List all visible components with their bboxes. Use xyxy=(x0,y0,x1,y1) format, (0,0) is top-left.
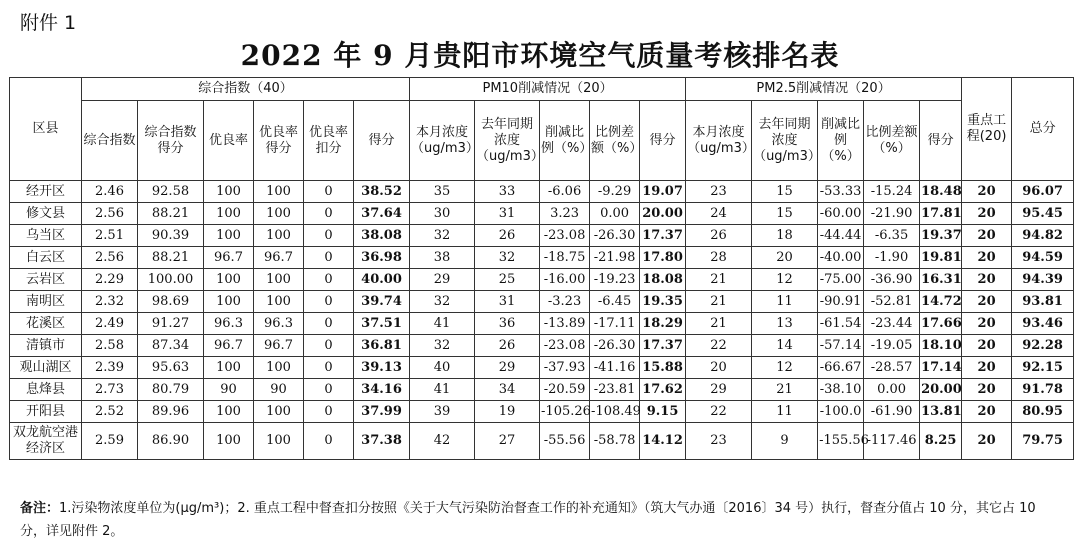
cell-pm10-month: 41 xyxy=(410,379,475,401)
cell-pm25-diff: -15.24 xyxy=(864,181,920,203)
cell-good-rate-deduct: 0 xyxy=(304,269,354,291)
cell-key-project: 20 xyxy=(962,181,1012,203)
cell-pm10-month: 32 xyxy=(410,291,475,313)
cell-key-project: 20 xyxy=(962,335,1012,357)
cell-good-rate: 100 xyxy=(204,203,254,225)
cell-composite-score: 34.16 xyxy=(354,379,410,401)
cell-pm10-diff: -23.81 xyxy=(590,379,640,401)
cell-district: 修文县 xyxy=(10,203,82,225)
cell-pm25-score: 8.25 xyxy=(920,423,962,460)
cell-pm25-diff: -52.81 xyxy=(864,291,920,313)
cell-pm25-diff: -21.90 xyxy=(864,203,920,225)
cell-pm25-score: 19.37 xyxy=(920,225,962,247)
cell-ci-score: 100.00 xyxy=(138,269,204,291)
table-row xyxy=(10,335,1074,357)
cell-good-rate-deduct: 0 xyxy=(304,203,354,225)
cell-district: 白云区 xyxy=(10,247,82,269)
cell-key-project: 20 xyxy=(962,225,1012,247)
cell-district: 清镇市 xyxy=(10,335,82,357)
cell-pm10-diff: -21.98 xyxy=(590,247,640,269)
cell-ci: 2.32 xyxy=(82,291,138,313)
cell-district: 双龙航空港经济区 xyxy=(10,423,82,460)
cell-district: 观山湖区 xyxy=(10,357,82,379)
table-row xyxy=(10,423,1074,460)
cell-ci: 2.51 xyxy=(82,225,138,247)
cell-district: 花溪区 xyxy=(10,313,82,335)
header-district: 区县 xyxy=(10,78,82,181)
cell-pm10-month: 32 xyxy=(410,335,475,357)
header-pm10-last: 去年同期浓度（ug/m3） xyxy=(475,101,540,181)
cell-pm25-reduce: -66.67 xyxy=(818,357,864,379)
cell-ci: 2.73 xyxy=(82,379,138,401)
cell-pm25-last: 13 xyxy=(752,313,818,335)
cell-good-rate-deduct: 0 xyxy=(304,247,354,269)
cell-pm10-score: 17.37 xyxy=(640,225,686,247)
cell-pm10-last: 26 xyxy=(475,225,540,247)
cell-pm10-month: 35 xyxy=(410,181,475,203)
cell-pm25-last: 21 xyxy=(752,379,818,401)
cell-ci: 2.39 xyxy=(82,357,138,379)
cell-total: 96.07 xyxy=(1012,181,1074,203)
cell-good-rate-score: 100 xyxy=(254,269,304,291)
cell-pm10-score: 18.08 xyxy=(640,269,686,291)
cell-pm25-score: 17.14 xyxy=(920,357,962,379)
cell-pm25-diff: -6.35 xyxy=(864,225,920,247)
cell-total: 91.78 xyxy=(1012,379,1074,401)
cell-good-rate: 100 xyxy=(204,225,254,247)
cell-ci: 2.49 xyxy=(82,313,138,335)
table-row xyxy=(10,379,1074,401)
cell-district: 息烽县 xyxy=(10,379,82,401)
cell-district: 开阳县 xyxy=(10,401,82,423)
header-pm10-diff: 比例差额（%） xyxy=(590,101,640,181)
footnote xyxy=(20,497,1065,543)
cell-pm25-month: 23 xyxy=(686,423,752,460)
cell-pm25-last: 15 xyxy=(752,181,818,203)
table-row xyxy=(10,291,1074,313)
cell-pm25-reduce: -57.14 xyxy=(818,335,864,357)
cell-pm10-month: 40 xyxy=(410,357,475,379)
cell-pm25-last: 15 xyxy=(752,203,818,225)
cell-good-rate: 96.7 xyxy=(204,247,254,269)
cell-good-rate-deduct: 0 xyxy=(304,357,354,379)
cell-good-rate-deduct: 0 xyxy=(304,181,354,203)
ranking-table xyxy=(9,77,1074,460)
cell-pm25-month: 20 xyxy=(686,357,752,379)
table-row xyxy=(10,313,1074,335)
header-pm10-score: 得分 xyxy=(640,101,686,181)
cell-pm25-diff: -1.90 xyxy=(864,247,920,269)
cell-pm10-score: 17.37 xyxy=(640,335,686,357)
cell-pm25-score: 18.10 xyxy=(920,335,962,357)
cell-pm10-reduce: -3.23 xyxy=(540,291,590,313)
table-row xyxy=(10,181,1074,203)
cell-pm10-reduce: -23.08 xyxy=(540,225,590,247)
cell-ci-score: 95.63 xyxy=(138,357,204,379)
cell-key-project: 20 xyxy=(962,203,1012,225)
cell-pm25-score: 20.00 xyxy=(920,379,962,401)
cell-composite-score: 36.98 xyxy=(354,247,410,269)
cell-pm25-score: 19.81 xyxy=(920,247,962,269)
cell-pm25-reduce: -40.00 xyxy=(818,247,864,269)
cell-total: 95.45 xyxy=(1012,203,1074,225)
cell-pm10-reduce: -55.56 xyxy=(540,423,590,460)
cell-ci-score: 90.39 xyxy=(138,225,204,247)
header-ci: 综合指数 xyxy=(82,101,138,181)
cell-pm25-reduce: -38.10 xyxy=(818,379,864,401)
cell-good-rate-score: 100 xyxy=(254,423,304,460)
cell-pm10-last: 33 xyxy=(475,181,540,203)
cell-pm10-score: 19.35 xyxy=(640,291,686,313)
table-row xyxy=(10,225,1074,247)
cell-pm25-last: 18 xyxy=(752,225,818,247)
cell-pm10-reduce: 3.23 xyxy=(540,203,590,225)
table-row xyxy=(10,401,1074,423)
cell-pm10-score: 20.00 xyxy=(640,203,686,225)
cell-total: 92.28 xyxy=(1012,335,1074,357)
cell-ci: 2.29 xyxy=(82,269,138,291)
cell-pm10-score: 17.80 xyxy=(640,247,686,269)
cell-pm10-diff: 0.00 xyxy=(590,203,640,225)
cell-district: 经开区 xyxy=(10,181,82,203)
cell-pm25-reduce: -75.00 xyxy=(818,269,864,291)
cell-pm25-month: 26 xyxy=(686,225,752,247)
cell-pm10-month: 39 xyxy=(410,401,475,423)
page-title: 2022 年 9 月贵阳市环境空气质量考核排名表 xyxy=(240,39,840,72)
cell-key-project: 20 xyxy=(962,357,1012,379)
cell-pm25-reduce: -53.33 xyxy=(818,181,864,203)
cell-ci-score: 88.21 xyxy=(138,203,204,225)
cell-good-rate-deduct: 0 xyxy=(304,291,354,313)
cell-pm25-diff: 0.00 xyxy=(864,379,920,401)
cell-pm25-reduce: -90.91 xyxy=(818,291,864,313)
header-pm25-last: 去年同期浓度（ug/m3） xyxy=(752,101,818,181)
cell-good-rate-score: 90 xyxy=(254,379,304,401)
cell-composite-score: 40.00 xyxy=(354,269,410,291)
cell-pm25-diff: -117.46 xyxy=(864,423,920,460)
cell-pm10-reduce: -16.00 xyxy=(540,269,590,291)
cell-pm10-score: 18.29 xyxy=(640,313,686,335)
cell-pm25-last: 11 xyxy=(752,401,818,423)
cell-pm10-diff: -58.78 xyxy=(590,423,640,460)
cell-total: 79.75 xyxy=(1012,423,1074,460)
cell-key-project: 20 xyxy=(962,269,1012,291)
cell-composite-score: 37.51 xyxy=(354,313,410,335)
cell-composite-score: 39.13 xyxy=(354,357,410,379)
header-pm25-score: 得分 xyxy=(920,101,962,181)
cell-composite-score: 38.52 xyxy=(354,181,410,203)
cell-total: 93.46 xyxy=(1012,313,1074,335)
cell-pm10-reduce: -37.93 xyxy=(540,357,590,379)
cell-pm10-last: 36 xyxy=(475,313,540,335)
cell-key-project: 20 xyxy=(962,401,1012,423)
cell-pm25-score: 17.66 xyxy=(920,313,962,335)
cell-pm25-month: 28 xyxy=(686,247,752,269)
cell-good-rate: 100 xyxy=(204,291,254,313)
cell-ci: 2.58 xyxy=(82,335,138,357)
cell-district: 乌当区 xyxy=(10,225,82,247)
cell-pm25-diff: -36.90 xyxy=(864,269,920,291)
cell-key-project: 20 xyxy=(962,247,1012,269)
cell-pm10-last: 19 xyxy=(475,401,540,423)
cell-pm10-diff: -6.45 xyxy=(590,291,640,313)
cell-pm10-reduce: -105.26 xyxy=(540,401,590,423)
table-row xyxy=(10,269,1074,291)
cell-pm25-month: 21 xyxy=(686,269,752,291)
header-key-project: 重点工程(20) xyxy=(962,78,1012,181)
cell-pm10-last: 31 xyxy=(475,291,540,313)
cell-good-rate-score: 100 xyxy=(254,225,304,247)
cell-pm10-reduce: -13.89 xyxy=(540,313,590,335)
cell-good-rate: 100 xyxy=(204,181,254,203)
table-row xyxy=(10,203,1074,225)
cell-pm10-reduce: -6.06 xyxy=(540,181,590,203)
header-pm25-month: 本月浓度（ug/m3） xyxy=(686,101,752,181)
cell-pm25-diff: -19.05 xyxy=(864,335,920,357)
cell-pm25-score: 16.31 xyxy=(920,269,962,291)
cell-ci: 2.52 xyxy=(82,401,138,423)
cell-composite-score: 38.08 xyxy=(354,225,410,247)
cell-ci-score: 88.21 xyxy=(138,247,204,269)
cell-good-rate-deduct: 0 xyxy=(304,379,354,401)
cell-ci: 2.59 xyxy=(82,423,138,460)
cell-pm25-last: 9 xyxy=(752,423,818,460)
header-total: 总分 xyxy=(1012,78,1074,181)
cell-pm25-month: 23 xyxy=(686,181,752,203)
cell-pm10-score: 9.15 xyxy=(640,401,686,423)
cell-pm10-reduce: -20.59 xyxy=(540,379,590,401)
cell-pm10-diff: -19.23 xyxy=(590,269,640,291)
cell-pm10-last: 32 xyxy=(475,247,540,269)
cell-pm10-diff: -9.29 xyxy=(590,181,640,203)
cell-total: 94.59 xyxy=(1012,247,1074,269)
cell-ci-score: 80.79 xyxy=(138,379,204,401)
cell-pm25-last: 20 xyxy=(752,247,818,269)
note-label: 备注： xyxy=(20,501,60,516)
cell-good-rate-score: 100 xyxy=(254,401,304,423)
cell-pm25-month: 21 xyxy=(686,313,752,335)
cell-composite-score: 39.74 xyxy=(354,291,410,313)
cell-pm10-last: 26 xyxy=(475,335,540,357)
cell-pm25-reduce: -155.56 xyxy=(818,423,864,460)
cell-ci: 2.46 xyxy=(82,181,138,203)
cell-ci: 2.56 xyxy=(82,247,138,269)
cell-pm10-diff: -108.49 xyxy=(590,401,640,423)
cell-pm10-month: 30 xyxy=(410,203,475,225)
cell-good-rate-deduct: 0 xyxy=(304,335,354,357)
cell-pm25-reduce: -44.44 xyxy=(818,225,864,247)
cell-good-rate: 100 xyxy=(204,401,254,423)
cell-good-rate-deduct: 0 xyxy=(304,423,354,460)
cell-pm25-month: 21 xyxy=(686,291,752,313)
cell-good-rate-score: 100 xyxy=(254,291,304,313)
cell-pm10-diff: -17.11 xyxy=(590,313,640,335)
cell-good-rate: 96.7 xyxy=(204,335,254,357)
header-pm10-reduce: 削减比例（%） xyxy=(540,101,590,181)
note-text: 1.污染物浓度单位为(μg/m³)；2. 重点工程中督查扣分按照《关于大气污染防治督查工作的补充通知》（筑大气办通〔2016〕34 号）执行，督查分值占 10 分，其它占 10 分，详见附件 2。 xyxy=(20,501,1036,539)
cell-pm10-month: 29 xyxy=(410,269,475,291)
cell-pm25-diff: -23.44 xyxy=(864,313,920,335)
cell-ci: 2.56 xyxy=(82,203,138,225)
cell-pm10-score: 17.62 xyxy=(640,379,686,401)
cell-pm25-diff: -28.57 xyxy=(864,357,920,379)
cell-district: 云岩区 xyxy=(10,269,82,291)
cell-good-rate-score: 96.7 xyxy=(254,247,304,269)
cell-ci-score: 92.58 xyxy=(138,181,204,203)
cell-pm10-diff: -41.16 xyxy=(590,357,640,379)
cell-composite-score: 36.81 xyxy=(354,335,410,357)
cell-pm10-reduce: -18.75 xyxy=(540,247,590,269)
cell-pm25-score: 13.81 xyxy=(920,401,962,423)
cell-composite-score: 37.64 xyxy=(354,203,410,225)
cell-pm10-month: 38 xyxy=(410,247,475,269)
cell-pm25-reduce: -100.0 xyxy=(818,401,864,423)
cell-good-rate-deduct: 0 xyxy=(304,313,354,335)
cell-pm25-reduce: -60.00 xyxy=(818,203,864,225)
cell-district: 南明区 xyxy=(10,291,82,313)
cell-ci-score: 98.69 xyxy=(138,291,204,313)
header-good-rate-score: 优良率得分 xyxy=(254,101,304,181)
cell-pm25-last: 11 xyxy=(752,291,818,313)
cell-good-rate-score: 100 xyxy=(254,181,304,203)
cell-pm25-month: 29 xyxy=(686,379,752,401)
header-good-rate-deduct: 优良率扣分 xyxy=(304,101,354,181)
cell-good-rate: 100 xyxy=(204,269,254,291)
cell-pm25-last: 12 xyxy=(752,269,818,291)
cell-key-project: 20 xyxy=(962,313,1012,335)
cell-pm25-score: 18.48 xyxy=(920,181,962,203)
header-pm25-diff: 比例差额（%） xyxy=(864,101,920,181)
cell-ci-score: 91.27 xyxy=(138,313,204,335)
cell-good-rate: 100 xyxy=(204,423,254,460)
cell-pm10-last: 25 xyxy=(475,269,540,291)
cell-pm25-month: 24 xyxy=(686,203,752,225)
cell-ci-score: 89.96 xyxy=(138,401,204,423)
header-pm10-month: 本月浓度（ug/m3） xyxy=(410,101,475,181)
header-group-pm25: PM2.5削减情况（20） xyxy=(686,78,962,101)
cell-pm25-last: 14 xyxy=(752,335,818,357)
cell-total: 93.81 xyxy=(1012,291,1074,313)
cell-pm10-diff: -26.30 xyxy=(590,335,640,357)
cell-composite-score: 37.99 xyxy=(354,401,410,423)
cell-pm10-month: 41 xyxy=(410,313,475,335)
table-row xyxy=(10,247,1074,269)
cell-pm25-reduce: -61.54 xyxy=(818,313,864,335)
cell-pm10-diff: -26.30 xyxy=(590,225,640,247)
cell-good-rate-deduct: 0 xyxy=(304,401,354,423)
attachment-label: 附件 1 xyxy=(20,12,77,34)
header-group-composite: 综合指数（40） xyxy=(82,78,410,101)
cell-good-rate-deduct: 0 xyxy=(304,225,354,247)
cell-pm25-score: 14.72 xyxy=(920,291,962,313)
cell-pm10-score: 19.07 xyxy=(640,181,686,203)
cell-good-rate-score: 100 xyxy=(254,357,304,379)
cell-total: 80.95 xyxy=(1012,401,1074,423)
cell-total: 94.39 xyxy=(1012,269,1074,291)
cell-pm25-diff: -61.90 xyxy=(864,401,920,423)
cell-pm10-reduce: -23.08 xyxy=(540,335,590,357)
cell-good-rate-score: 96.3 xyxy=(254,313,304,335)
cell-good-rate-score: 100 xyxy=(254,203,304,225)
cell-pm25-month: 22 xyxy=(686,335,752,357)
cell-total: 92.15 xyxy=(1012,357,1074,379)
cell-pm25-month: 22 xyxy=(686,401,752,423)
table-row xyxy=(10,357,1074,379)
cell-pm10-last: 27 xyxy=(475,423,540,460)
cell-pm10-month: 42 xyxy=(410,423,475,460)
header-good-rate: 优良率 xyxy=(204,101,254,181)
cell-good-rate: 100 xyxy=(204,357,254,379)
cell-total: 94.82 xyxy=(1012,225,1074,247)
cell-ci-score: 87.34 xyxy=(138,335,204,357)
cell-pm25-last: 12 xyxy=(752,357,818,379)
table-body xyxy=(10,181,1074,460)
header-composite-score: 得分 xyxy=(354,101,410,181)
cell-key-project: 20 xyxy=(962,379,1012,401)
cell-good-rate-score: 96.7 xyxy=(254,335,304,357)
cell-ci-score: 86.90 xyxy=(138,423,204,460)
cell-key-project: 20 xyxy=(962,423,1012,460)
cell-pm25-score: 17.81 xyxy=(920,203,962,225)
cell-composite-score: 37.38 xyxy=(354,423,410,460)
cell-key-project: 20 xyxy=(962,291,1012,313)
cell-pm10-score: 14.12 xyxy=(640,423,686,460)
header-pm25-reduce: 削减比例（%） xyxy=(818,101,864,181)
cell-good-rate: 90 xyxy=(204,379,254,401)
cell-pm10-last: 34 xyxy=(475,379,540,401)
header-group-pm10: PM10削减情况（20） xyxy=(410,78,686,101)
header-ci-score: 综合指数得分 xyxy=(138,101,204,181)
cell-pm10-month: 32 xyxy=(410,225,475,247)
cell-pm10-last: 29 xyxy=(475,357,540,379)
cell-good-rate: 96.3 xyxy=(204,313,254,335)
cell-pm10-score: 15.88 xyxy=(640,357,686,379)
cell-pm10-last: 31 xyxy=(475,203,540,225)
